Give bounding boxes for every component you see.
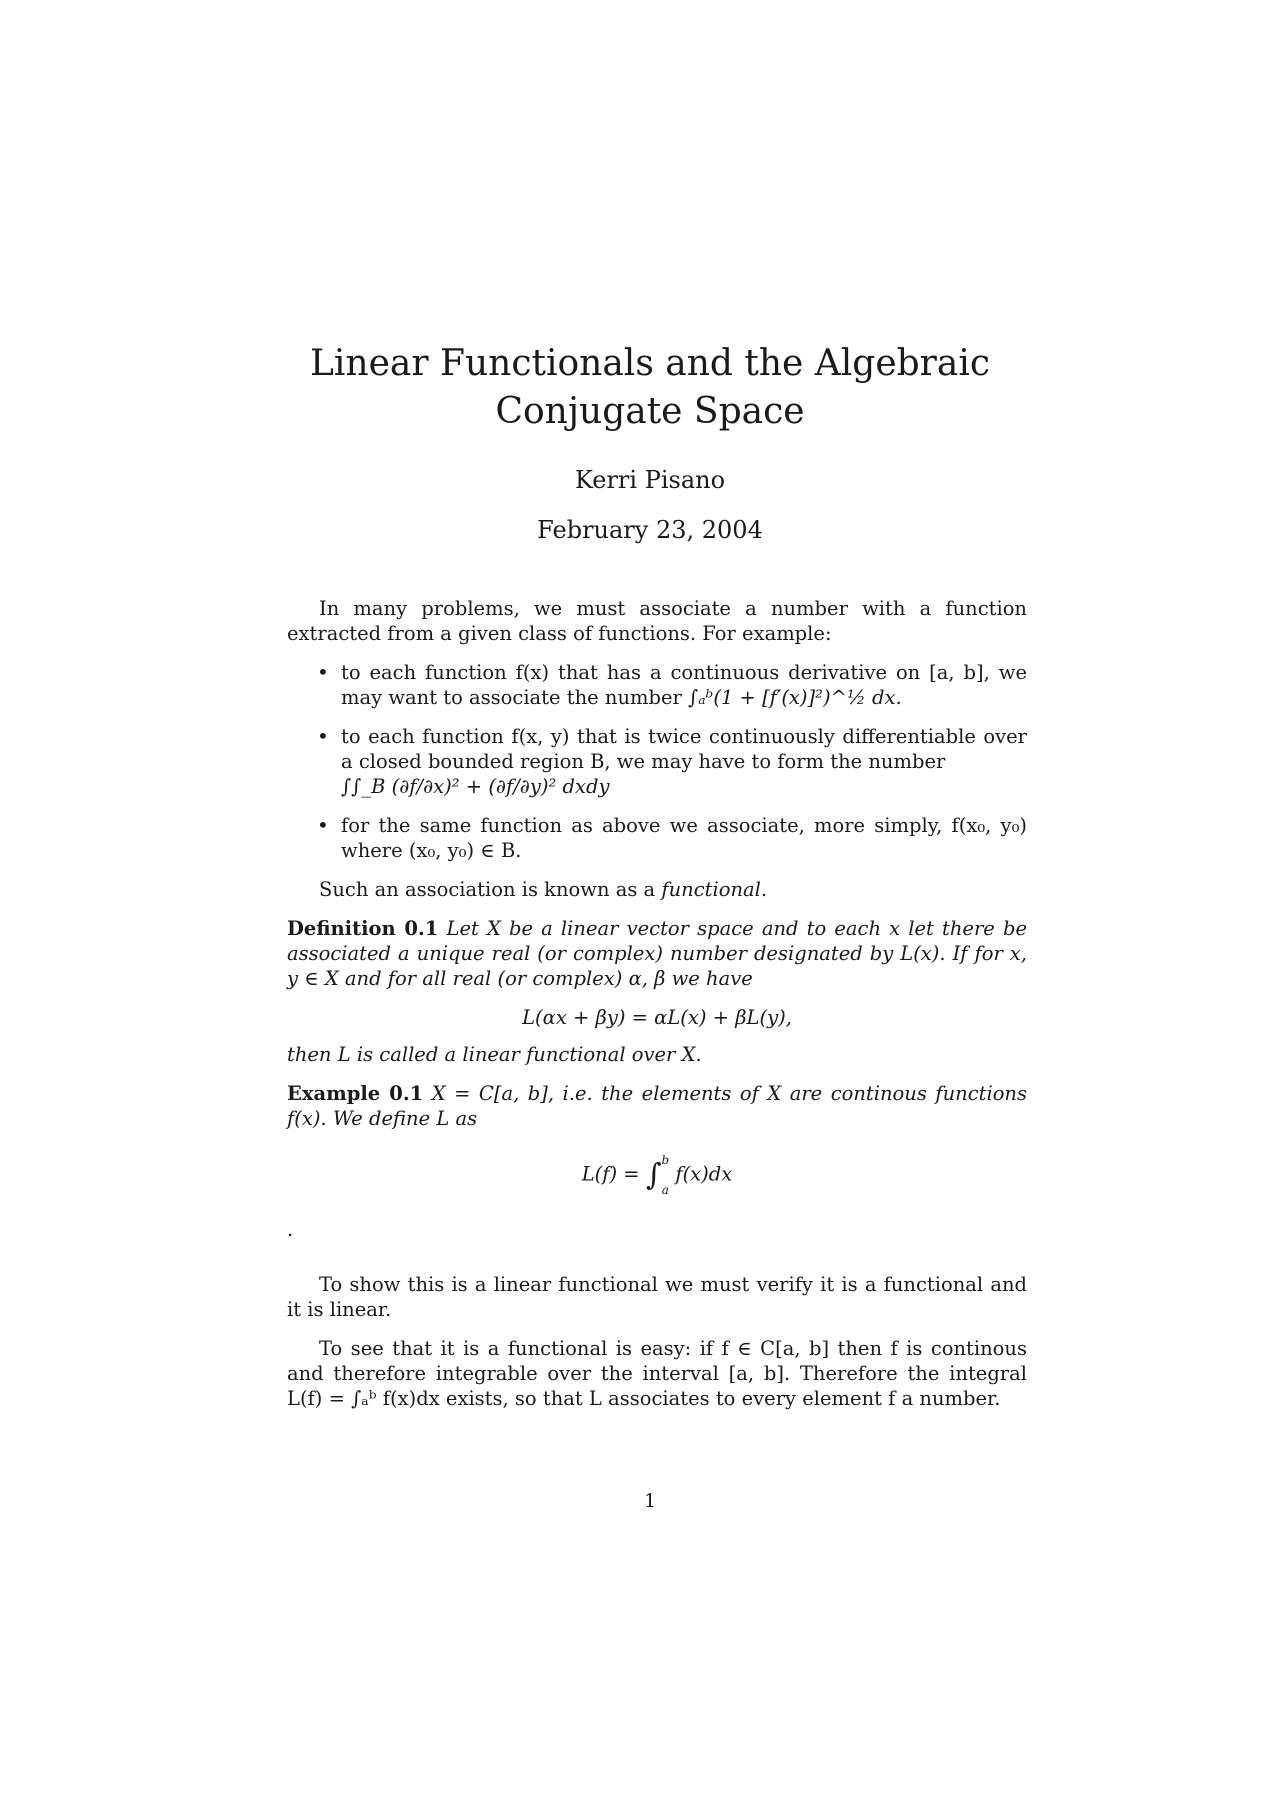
intro-paragraph: In many problems, we must associate a number with a function extracted from a given class of functions. For example: [287, 597, 1027, 645]
equation-rhs: f(x)dx [675, 1162, 733, 1186]
integral-lower-limit: a [661, 1183, 669, 1197]
list-item [317, 660, 1027, 710]
bullet-icon: • [317, 813, 329, 837]
list-item-math: ∫ₐᵇ(1 + [f′(x)]²)^½ dx. [688, 686, 902, 709]
page-number: 1 [643, 1490, 657, 1512]
list-item-math: ∫∫_B (∂f/∂x)² + (∂f/∂y)² dxdy [341, 775, 610, 798]
functional-sentence: Such an association is known as a [319, 878, 662, 901]
definition-text: Let X be a linear vector space and to each x let there be associated a unique real (or complex) number designated by L(x). If for x, y ∈ X and for all real (or complex) α, β we have [287, 917, 1027, 990]
bullet-icon: • [317, 660, 329, 684]
example-text: X = C[a, b], i.e. the elements of X are continous functions f(x). We define L as [287, 1082, 1027, 1130]
functional-proof-paragraph: To see that it is a functional is easy: if f ∈ C[a, b] then f is continous and therefore integrable over the interval [a, b]. Therefore the integral L(f) = ∫ₐᵇ f(x)dx exists, so that L associates to every element f a number. [287, 1337, 1027, 1410]
paper-body [287, 596, 1027, 1425]
functional-paragraph [287, 877, 1027, 902]
integral-upper-limit: b [661, 1153, 670, 1167]
paper-author: Kerri Pisano [574, 466, 726, 494]
equation-lhs: L(f) = [581, 1162, 640, 1186]
list-item-text: to each function f(x) that has a continuous derivative on [a, b], we may want to associate the number [341, 661, 1027, 709]
list-item-text: for the same function as above we associate, more simply, f(x₀, y₀) where (x₀, y₀) ∈ B. [341, 814, 1027, 862]
definition-equation: L(αx + βy) = αL(x) + βL(y), [522, 1006, 792, 1029]
bullet-icon: • [317, 724, 329, 748]
paper-date: February 23, 2004 [537, 516, 763, 544]
example-trailing-dot: . [287, 1218, 294, 1241]
list-item-text: to each function f(x, y) that is twice continuously differentiable over a closed bounded region B, we may have to form the number [341, 725, 1027, 773]
definition-label: Definition 0.1 [287, 917, 439, 940]
example-block [287, 1081, 1027, 1131]
list-item [317, 724, 1027, 799]
example-equation [287, 1145, 1027, 1205]
definition-conclusion: then L is called a linear functional over X. [287, 1043, 702, 1066]
functional-term: functional. [661, 878, 768, 901]
list-item [317, 813, 1027, 863]
example-list [287, 660, 1027, 863]
paper-title: Linear Functionals and the Algebraic Conjugate Space [309, 343, 991, 432]
integral-limits [661, 1145, 669, 1205]
integral-sign: ∫ [645, 1157, 662, 1193]
verify-paragraph: To show this is a linear functional we must verify it is a functional and it is linear. [287, 1273, 1027, 1321]
definition-block [287, 916, 1027, 991]
example-label: Example 0.1 [287, 1082, 424, 1105]
